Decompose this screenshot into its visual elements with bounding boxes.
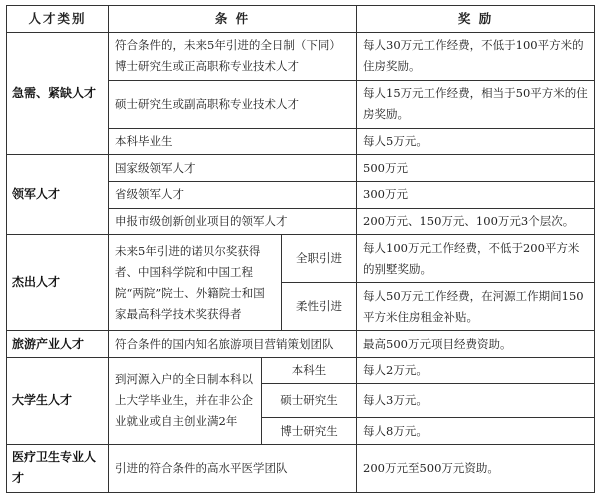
table-row	[7, 331, 595, 358]
condition-cell: 硕士研究生或副高职称专业技术人才	[109, 80, 357, 128]
table-row	[7, 155, 595, 182]
category-tourism: 旅游产业人才	[7, 331, 109, 358]
header-condition: 条 件	[109, 6, 357, 33]
reward-cell: 每人5万元。	[357, 128, 595, 155]
reward-cell: 每人30万元工作经费，不低于100平方米的住房奖励。	[357, 32, 595, 80]
mode-cell: 柔性引进	[282, 283, 357, 331]
condition-cell: 申报市级创新创业项目的领军人才	[109, 208, 357, 235]
header-reward: 奖 励	[357, 6, 595, 33]
condition-cell: 未来5年引进的诺贝尔奖获得者、中国科学院和中国工程院“两院”院士、外籍院士和国家最高科学技术奖获得者	[109, 235, 282, 331]
category-leader: 领军人才	[7, 155, 109, 235]
category-urgent: 急需、紧缺人才	[7, 32, 109, 155]
reward-cell: 200万元至500万元资助。	[357, 444, 595, 492]
table-row	[7, 32, 595, 80]
condition-cell: 符合条件的国内知名旅游项目营销策划团队	[109, 331, 357, 358]
reward-cell: 最高500万元项目经费资助。	[357, 331, 595, 358]
header-category: 人才类别	[7, 6, 109, 33]
degree-cell: 硕士研究生	[262, 384, 357, 418]
condition-cell: 本科毕业生	[109, 128, 357, 155]
degree-cell: 本科生	[262, 357, 357, 384]
reward-cell: 每人2万元。	[357, 357, 595, 384]
reward-cell: 每人100万元工作经费，不低于200平方米的别墅奖励。	[357, 235, 595, 283]
reward-cell: 每人15万元工作经费，相当于50平方米的住房奖励。	[357, 80, 595, 128]
talent-policy-table	[6, 5, 595, 493]
condition-cell: 引进的符合条件的高水平医学团队	[109, 444, 357, 492]
mode-cell: 全职引进	[282, 235, 357, 283]
condition-cell: 符合条件的，未来5年引进的全日制（下同）博士研究生或正高职称专业技术人才	[109, 32, 357, 80]
table-row	[7, 444, 595, 492]
reward-cell: 500万元	[357, 155, 595, 182]
table-row	[7, 235, 595, 283]
category-outstanding: 杰出人才	[7, 235, 109, 331]
category-graduate: 大学生人才	[7, 357, 109, 444]
category-medical: 医疗卫生专业人才	[7, 444, 109, 492]
condition-cell: 到河源入户的全日制本科以上大学毕业生，并在非公企业就业或自主创业满2年	[109, 357, 262, 444]
reward-cell: 200万元、150万元、100万元3个层次。	[357, 208, 595, 235]
condition-cell: 国家级领军人才	[109, 155, 357, 182]
degree-cell: 博士研究生	[262, 418, 357, 445]
reward-cell: 每人50万元工作经费，在河源工作期间150平方米住房租金补贴。	[357, 283, 595, 331]
condition-cell: 省级领军人才	[109, 181, 357, 208]
reward-cell: 每人8万元。	[357, 418, 595, 445]
reward-cell: 每人3万元。	[357, 384, 595, 418]
table-row	[7, 357, 595, 384]
reward-cell: 300万元	[357, 181, 595, 208]
table-header-row	[7, 6, 595, 33]
